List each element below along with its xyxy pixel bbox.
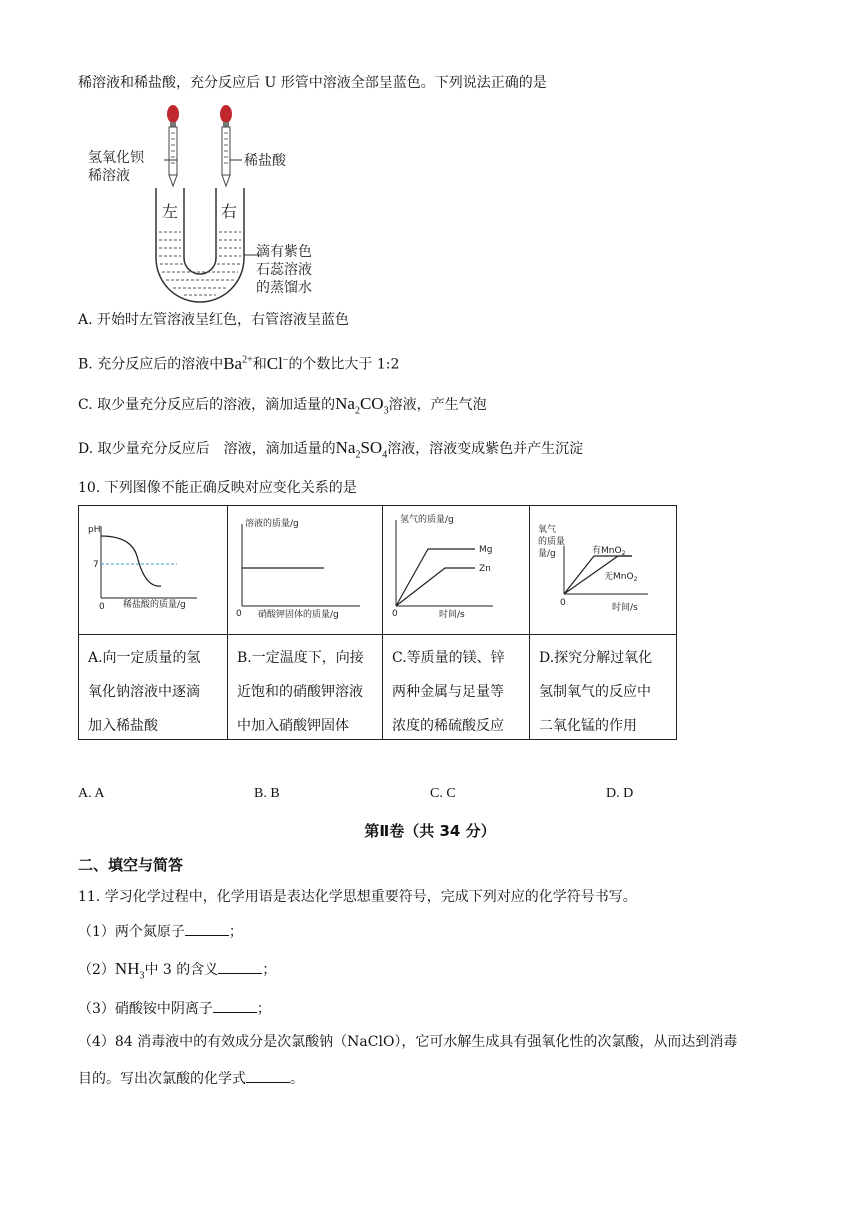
caption-d: D.探究分解过氧化 氢制氧气的反应中 二氧化锰的作用 <box>530 635 677 740</box>
graph-cell-c <box>383 506 530 635</box>
caption-c: C.等质量的镁、锌 两种金属与足量等 浓度的稀硫酸反应 <box>383 635 530 740</box>
right-reagent-label: 稀盐酸 <box>244 153 286 169</box>
answer-blank[interactable] <box>213 998 257 1013</box>
graph-c-hydrogen <box>383 506 529 630</box>
svg-text:pH: pH <box>88 525 101 535</box>
svg-text:量/g: 量/g <box>538 549 556 559</box>
svg-text:有MnO2: 有MnO$_2$ <box>592 546 626 557</box>
part-heading: 二、填空与简答 <box>78 856 184 874</box>
q11-part-4-line-2: 目的。写出次氯酸的化学式 。 <box>78 1068 304 1089</box>
question-11-stem: 11. 学习化学过程中，化学用语是表达化学思想重要符号，完成下列对应的化学符号书写。 <box>78 889 637 905</box>
left-tube-label: 左 <box>162 202 179 221</box>
answer-blank[interactable] <box>218 959 262 974</box>
right-dropper-icon <box>220 105 232 186</box>
water-label-1: 滴有紫色 <box>256 244 312 260</box>
answer-option-b: B. B <box>254 786 280 801</box>
svg-text:0: 0 <box>392 609 398 619</box>
water-label-2: 石蕊溶液 <box>256 262 312 278</box>
answer-option-a: A. A <box>78 786 105 801</box>
svg-text:稀盐酸的质量/g: 稀盐酸的质量/g <box>123 600 186 610</box>
svg-text:无MnO2: 无MnO$_2$ <box>604 572 638 583</box>
water-label-3: 的蒸馏水 <box>256 280 312 296</box>
graph-b-solution <box>228 506 382 630</box>
q11-part-3: （3）硝酸铵中阴离子 ； <box>78 998 271 1019</box>
svg-text:7: 7 <box>93 560 99 570</box>
q9-option-a: A. 开始时左管溶液呈红色，右管溶液呈蓝色 <box>78 312 350 328</box>
section-title: 第Ⅱ卷（共 34 分） <box>364 822 496 840</box>
answer-option-c: C. C <box>430 786 456 801</box>
q9-option-d: D. 取少量充分反应后 溶液，滴加适量的$Na_2SO_4$溶液，溶液变成紫色并产生沉淀 <box>78 438 584 461</box>
graph-cell-b <box>228 506 383 635</box>
svg-text:Zn: Zn <box>479 564 491 574</box>
q11-part-4-line-1: （4）84 消毒液中的有效成分是次氯酸钠（NaClO），它可水解生成具有强氧化性的次氯酸，从而达到消毒 <box>78 1034 738 1050</box>
graph-a-ph <box>79 506 227 630</box>
graph-d-oxygen <box>530 506 676 630</box>
svg-text:0: 0 <box>99 602 105 612</box>
u-tube-figure <box>80 100 320 305</box>
svg-text:0: 0 <box>236 609 242 619</box>
graph-cell-a <box>79 506 228 635</box>
svg-text:溶液的质量/g: 溶液的质量/g <box>245 519 299 529</box>
q9-option-b: B. 充分反应后的溶液中$Ba^{2+}$和Cl−的个数比大于 1:2 <box>78 353 400 373</box>
caption-a: A.向一定质量的氢 氧化钠溶液中逐滴 加入稀盐酸 <box>79 635 228 740</box>
q11-part-1: （1）两个氮原子 ； <box>78 921 243 942</box>
svg-text:时间/s: 时间/s <box>439 610 465 620</box>
svg-text:0: 0 <box>560 598 566 608</box>
answer-blank[interactable] <box>246 1068 290 1083</box>
svg-text:氢气的质量/g: 氢气的质量/g <box>400 515 454 525</box>
graph-cell-d <box>530 506 677 635</box>
svg-text:氧气: 氧气 <box>538 525 557 535</box>
caption-b: B.一定温度下，向接 近饱和的硝酸钾溶液 中加入硝酸钾固体 <box>228 635 383 740</box>
q11-part-2: $(2)NH_3$中 3 的含义 ； <box>78 959 277 982</box>
question-9-intro: 稀溶液和稀盐酸，充分反应后 U 形管中溶液全部呈蓝色。下列说法正确的是 <box>78 75 547 91</box>
question-10-stem: 10. 下列图像不能正确反映对应变化关系的是 <box>78 480 357 496</box>
svg-text:硝酸钾固体的质量/g: 硝酸钾固体的质量/g <box>258 610 339 620</box>
left-dropper-icon <box>167 105 179 186</box>
right-tube-label: 右 <box>221 202 238 221</box>
svg-text:Mg: Mg <box>479 545 493 555</box>
left-reagent-label-1: 氢氧化钡 <box>88 150 144 166</box>
svg-text:的质量: 的质量 <box>538 537 566 547</box>
svg-text:时间/s: 时间/s <box>612 603 638 613</box>
graph-table <box>78 505 677 740</box>
answer-blank[interactable] <box>185 921 229 936</box>
q9-option-c: C. 取少量充分反应后的溶液，滴加适量的$Na_2CO_3$溶液，产生气泡 <box>78 394 487 417</box>
left-reagent-label-2: 稀溶液 <box>88 168 130 184</box>
answer-option-d: D. D <box>606 786 634 801</box>
